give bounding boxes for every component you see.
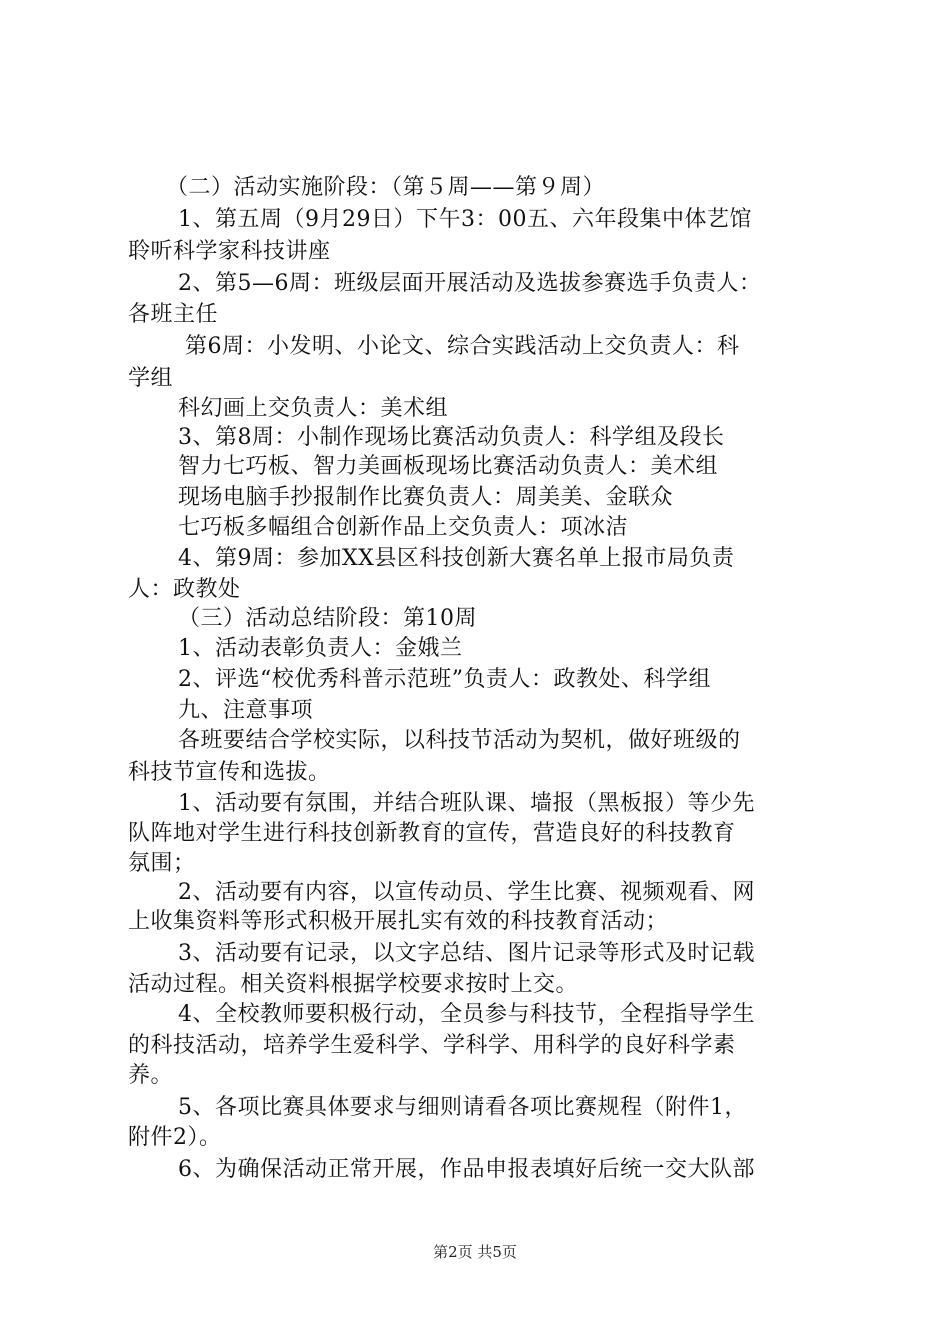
text-line: 七巧板多幅组合创新作品上交负责人：项冰洁 <box>178 515 629 540</box>
text-line: 科技节宣传和选拔。 <box>128 760 331 785</box>
text-line: 的科技活动，培养学生爱科学、学科学、用科学的良好科学素 <box>128 1033 736 1058</box>
text-line: 人：政教处 <box>128 577 241 602</box>
text-line: 科幻画上交负责人：美术组 <box>178 396 449 421</box>
text-line: 4、全校教师要积极行动，全员参与科技节，全程指导学生 <box>178 1002 755 1027</box>
text-line: 5、各项比赛具体要求与细则请看各项比赛规程（附件1， <box>178 1095 747 1120</box>
text-line: 队阵地对学生进行科技创新教育的宣传，营造良好的科技教育 <box>128 821 736 846</box>
text-line: 3、活动要有记录，以文字总结、图片记录等形式及时记载 <box>178 941 755 966</box>
text-line: （三）活动总结阶段：第10周 <box>178 606 477 631</box>
text-line: 6、为确保活动正常开展，作品申报表填好后统一交大队部 <box>178 1157 755 1182</box>
text-line: 活动过程。相关资料根据学校要求按时上交。 <box>128 972 579 997</box>
text-line: 现场电脑手抄报制作比赛负责人：周美美、金联众 <box>178 485 674 510</box>
text-line: 2、活动要有内容，以宣传动员、学生比赛、视频观看、网 <box>178 880 755 905</box>
text-line: 上收集资料等形式积极开展扎实有效的科技教育活动； <box>128 909 669 934</box>
text-line: 3、第8周：小制作现场比赛活动负责人：科学组及段长 <box>178 425 725 450</box>
text-line: 1、活动要有氛围，并结合班队课、墙报（黑板报）等少先 <box>178 791 755 816</box>
text-line: 1、第五周（9月29日）下午3：00五、六年段集中体艺馆 <box>178 207 752 232</box>
text-line: 聆听科学家科技讲座 <box>128 239 331 264</box>
text-line: 2、第5—6周：班级层面开展活动及选拔参赛选手负责人： <box>178 271 762 296</box>
section-heading: 九、注意事项 <box>178 698 314 723</box>
page-number-footer: 第2页 共5页 <box>433 1243 517 1261</box>
text-line: 氛围； <box>128 851 196 876</box>
text-line: 各班主任 <box>128 302 219 327</box>
text-line: 各班要结合学校实际，以科技节活动为契机，做好班级的 <box>178 728 741 753</box>
text-line: 附件2）。 <box>128 1125 222 1150</box>
text-line: 第6周：小发明、小论文、综合实践活动上交负责人：科 <box>185 334 740 359</box>
text-line: 1、活动表彰负责人：金娥兰 <box>178 636 463 661</box>
text-line: 养。 <box>128 1063 174 1088</box>
text-line: 智力七巧板、智力美画板现场比赛活动负责人：美术组 <box>178 454 719 479</box>
text-line: （二）活动实施阶段：（第５周——第９周） <box>166 175 606 200</box>
text-line: 4、第9周：参加XX县区科技创新大赛名单上报市局负责 <box>178 546 735 571</box>
text-line: 学组 <box>128 366 174 391</box>
text-line: 2、评选“校优秀科普示范班”负责人：政教处、科学组 <box>178 667 711 692</box>
